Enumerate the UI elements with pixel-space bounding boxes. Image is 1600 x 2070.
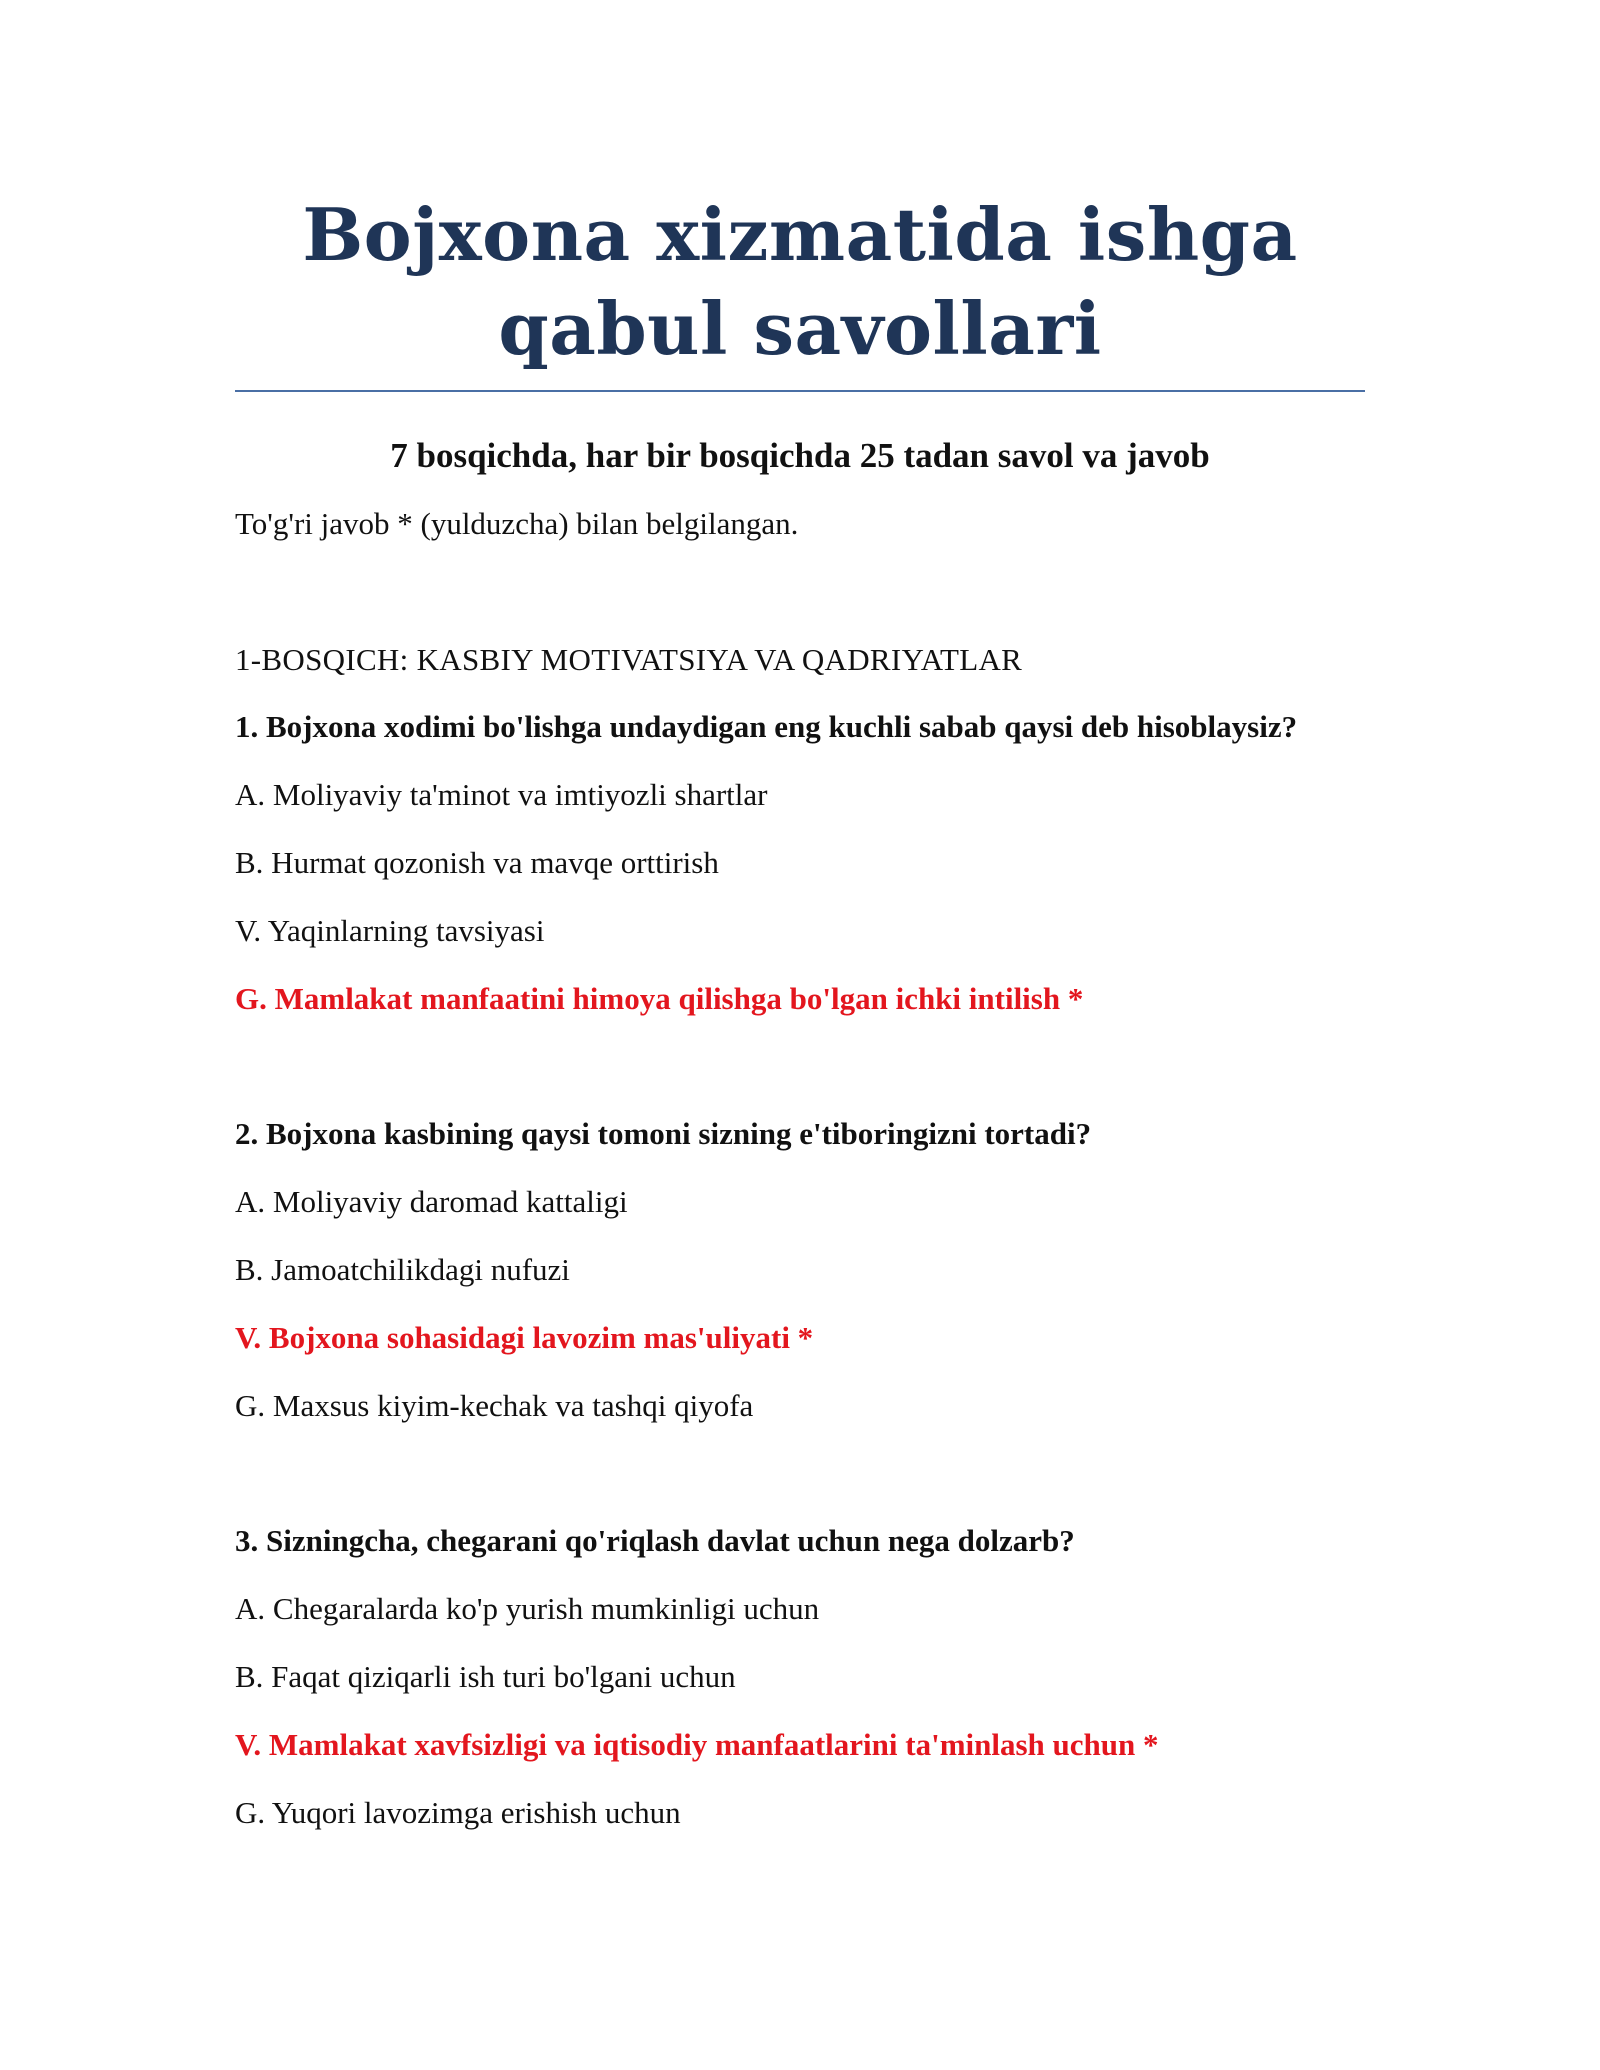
document-title: Bojxona xizmatida ishga qabul savollari <box>302 192 1298 371</box>
title-divider <box>235 390 1365 392</box>
answer-option-a: A. Moliyaviy ta'minot va imtiyozli shartlar <box>235 777 768 812</box>
section-heading: 1-BOSQICH: KASBIY MOTIVATSIYA VA QADRIYATLAR <box>235 642 1023 677</box>
document-subtitle: 7 bosqichda, har bir bosqichda 25 tadan savol va javob <box>390 436 1210 475</box>
answer-option-b: B. Jamoatchilikdagi nufuzi <box>235 1252 570 1287</box>
answer-option-v: V. Yaqinlarning tavsiyasi <box>235 913 545 948</box>
answer-option-g: G. Yuqori lavozimga erishish uchun <box>235 1795 681 1830</box>
answer-option-v: V. Bojxona sohasidagi lavozim mas'uliyati * <box>235 1320 814 1355</box>
answer-option-a: A. Chegaralarda ko'p yurish mumkinligi uchun <box>235 1591 820 1626</box>
document-page <box>235 0 1365 1833</box>
question-text: 3. Sizningcha, chegarani qo'riqlash davlat uchun nega dolzarb? <box>235 1523 1075 1558</box>
answer-option-g: G. Maxsus kiyim-kechak va tashqi qiyofa <box>235 1388 754 1423</box>
question-text: 2. Bojxona kasbining qaysi tomoni sizning e'tiboringizni tortadi? <box>235 1116 1092 1151</box>
answer-option-v: V. Mamlakat xavfsizligi va iqtisodiy manfaatlarini ta'minlash uchun * <box>235 1727 1159 1762</box>
question-text: 1. Bojxona xodimi bo'lishga undaydigan eng kuchli sabab qaysi deb hisoblaysiz? <box>235 709 1298 744</box>
question-block-1 <box>235 707 1365 1019</box>
question-block-2 <box>235 1114 1365 1426</box>
question-block-3 <box>235 1521 1365 1833</box>
answer-key-note: To'g'ri javob * (yulduzcha) bilan belgilangan. <box>235 506 799 541</box>
answer-option-b: B. Faqat qiziqarli ish turi bo'lgani uchun <box>235 1659 736 1694</box>
answer-option-b: B. Hurmat qozonish va mavqe orttirish <box>235 845 719 880</box>
answer-option-g: G. Mamlakat manfaatini himoya qilishga bo'lgan ichki intilish * <box>235 981 1084 1016</box>
answer-option-a: A. Moliyaviy daromad kattaligi <box>235 1184 628 1219</box>
